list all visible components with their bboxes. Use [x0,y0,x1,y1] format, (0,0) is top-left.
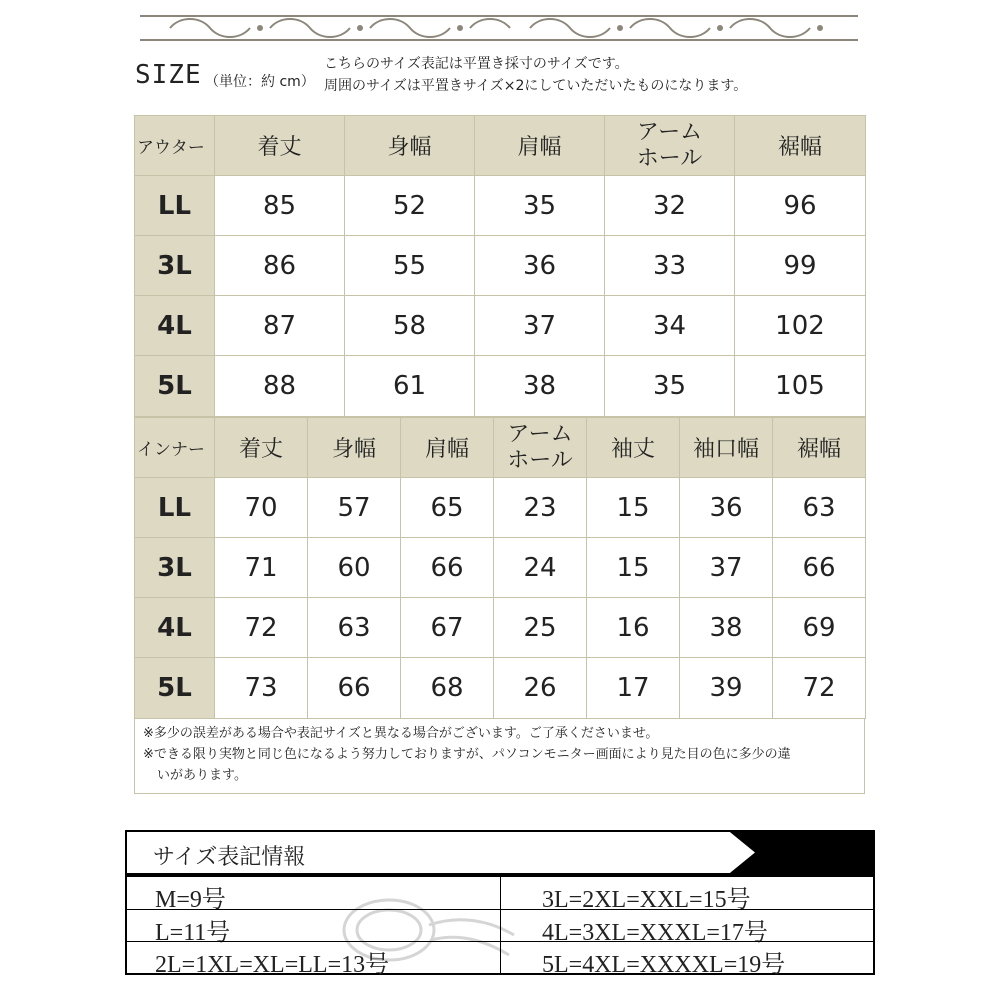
cell-value: 15 [587,538,680,598]
cell-value: 73 [215,658,308,719]
cell-value: 15 [587,478,680,538]
size-title: SIZE [135,60,202,90]
cell-value: 88 [215,356,345,417]
cell-value: 23 [494,478,587,538]
cell-value: 52 [345,176,475,236]
cell-value: 87 [215,296,345,356]
armhole-line1: アーム [636,119,703,145]
table-row [135,236,866,296]
note-line: ※多少の誤差がある場合や表記サイズと異なる場合がございます。ご了承くださいませ。 [143,726,659,741]
cell-value: 70 [215,478,308,538]
cell-value: 26 [494,658,587,719]
cell-value: 61 [345,356,475,417]
cell-value: 102 [735,296,866,356]
size-label: 5L [135,356,215,417]
outer-size-table [134,115,866,417]
cell-value: 86 [215,236,345,296]
armhole-line1: アーム [507,421,573,447]
table-row [135,296,866,356]
size-label: 3L [135,538,215,598]
cell-value: 68 [401,658,494,719]
intro-line: 周囲のサイズは平置きサイズ×2にしていただいたものになります。 [324,78,748,94]
size-info-section [125,830,875,976]
size-label: 4L [135,296,215,356]
size-label: LL [135,176,215,236]
size-label: 5L [135,658,215,719]
info-row [127,877,873,913]
size-info-table [125,875,875,978]
size-equivalent: 5L=4XL=XXXXL=19号 [542,952,786,978]
size-equivalent: 4L=3XL=XXXL=17号 [542,920,768,946]
cell-value: 33 [605,236,735,296]
intro-line: こちらのサイズ表記は平置き採寸のサイズです。 [324,56,629,72]
ornament-border [140,8,858,44]
inner-col-shoulder: 肩幅 [401,418,494,478]
cell-value: 25 [494,598,587,658]
cell-value: 34 [605,296,735,356]
size-equivalent: M=9号 [155,887,226,913]
size-label: 3L [135,236,215,296]
cell-value: 99 [735,236,866,296]
info-row [127,941,873,978]
cell-value: 65 [401,478,494,538]
inner-col-width: 身幅 [308,418,401,478]
cell-value: 24 [494,538,587,598]
inner-label: インナー [135,418,215,478]
size-info-title: サイズ表記情報 [153,845,306,870]
cell-value: 66 [401,538,494,598]
note-line: ※できる限り実物と同じ色になるよう努力しておりますが、パソコンモニター画面により見た目の色に多少の違 [143,747,791,762]
cell-value: 60 [308,538,401,598]
cell-value: 96 [735,176,866,236]
note-line: いがあります。 [157,768,247,783]
armhole-line2: ホール [507,447,573,473]
cell-value: 36 [475,236,605,296]
inner-col-length: 着丈 [215,418,308,478]
cell-value: 66 [308,658,401,719]
cell-value: 37 [475,296,605,356]
cell-value: 37 [680,538,773,598]
table-row [135,598,866,658]
cell-value: 66 [773,538,866,598]
info-row [127,909,873,946]
inner-size-table [134,417,866,719]
inner-col-sleeve: 袖丈 [587,418,680,478]
cell-value: 36 [680,478,773,538]
intro-text [324,53,747,97]
armhole-line2: ホール [636,145,703,171]
cell-value: 72 [215,598,308,658]
cell-value: 67 [401,598,494,658]
cell-value: 32 [605,176,735,236]
cell-value: 38 [475,356,605,417]
size-unit: （単位：約 cm） [205,74,315,90]
table-row [135,478,866,538]
outer-col-shoulder: 肩幅 [475,116,605,176]
size-equivalent: L=11号 [155,920,231,946]
cell-value: 63 [773,478,866,538]
size-info-header [125,830,875,875]
table-row [135,538,866,598]
inner-col-armhole [494,418,587,478]
cell-value: 39 [680,658,773,719]
cell-value: 35 [475,176,605,236]
cell-value: 58 [345,296,475,356]
cell-value: 69 [773,598,866,658]
table-row [135,356,866,417]
outer-col-hem: 裾幅 [735,116,866,176]
outer-col-width: 身幅 [345,116,475,176]
cell-value: 35 [605,356,735,417]
cell-value: 71 [215,538,308,598]
cell-value: 85 [215,176,345,236]
cell-value: 16 [587,598,680,658]
notes-box [134,718,865,794]
outer-col-armhole [605,116,735,176]
cell-value: 55 [345,236,475,296]
cell-value: 17 [587,658,680,719]
outer-col-length: 着丈 [215,116,345,176]
inner-col-hem: 裾幅 [773,418,866,478]
cell-value: 57 [308,478,401,538]
table-row [135,658,866,719]
outer-label: アウター [135,116,215,176]
cell-value: 38 [680,598,773,658]
size-label: 4L [135,598,215,658]
size-label: LL [135,478,215,538]
size-equivalent: 3L=2XL=XXL=15号 [542,887,751,913]
cell-value: 105 [735,356,866,417]
table-row [135,176,866,236]
inner-col-cuff: 袖口幅 [680,418,773,478]
cell-value: 63 [308,598,401,658]
size-equivalent: 2L=1XL=XL=LL=13号 [155,952,390,978]
cell-value: 72 [773,658,866,719]
